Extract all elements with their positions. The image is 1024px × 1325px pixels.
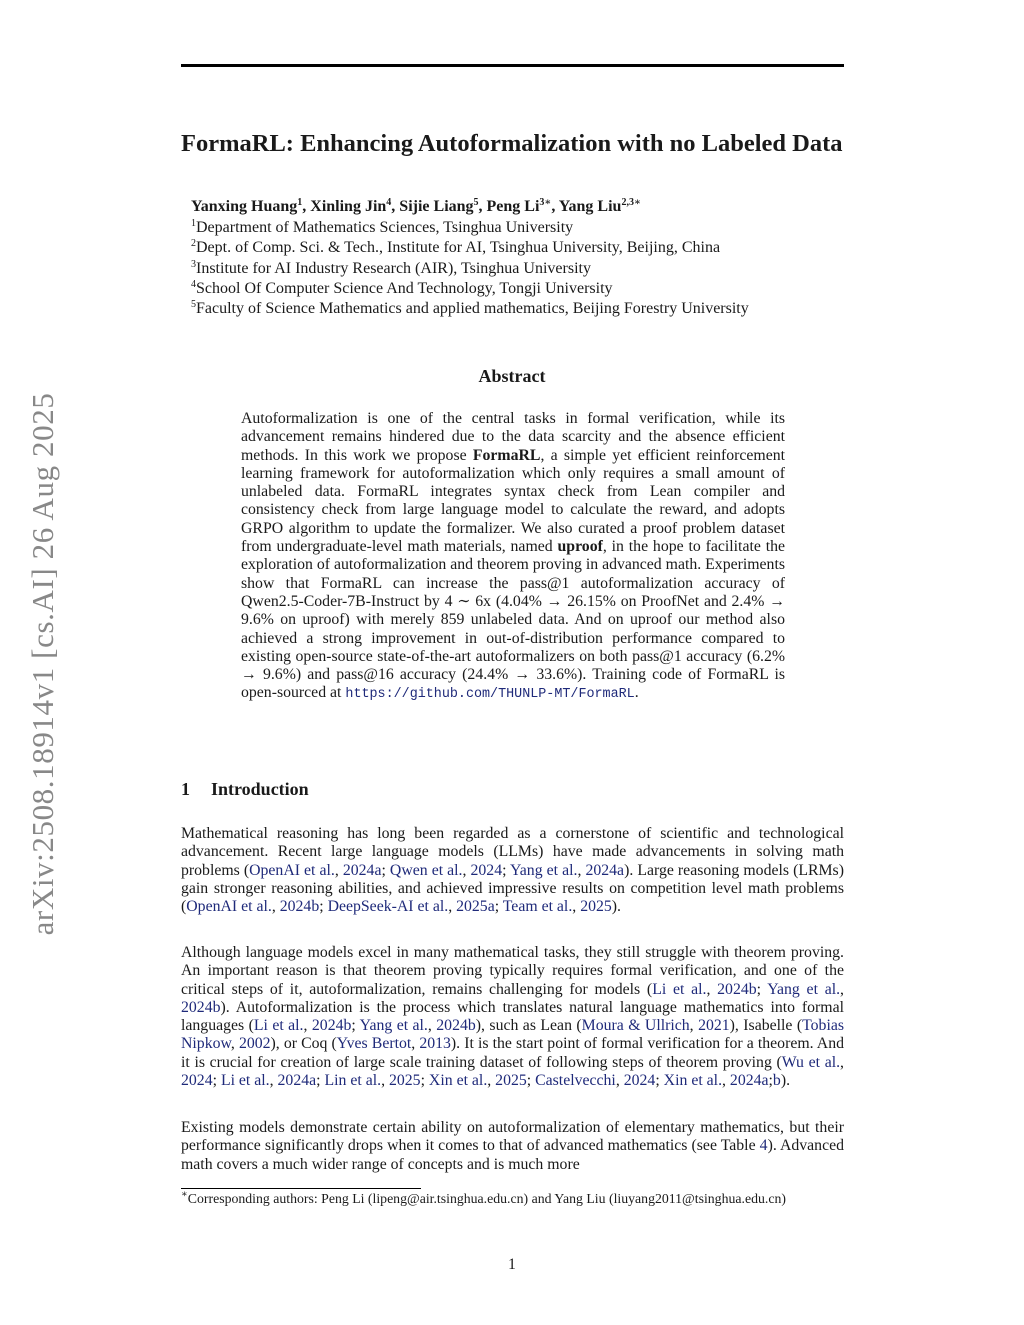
citation-separator: , <box>572 898 581 916</box>
citation-link[interactable]: Xin et al. <box>428 1072 488 1090</box>
affiliation-number: 5 <box>191 299 196 311</box>
author-name: Yang Liu <box>558 198 622 215</box>
paragraph-text: ). Advanced math covers a much wider range of concepts and is much more <box>181 1137 844 1173</box>
citation-separator: , <box>577 861 586 879</box>
top-rule <box>181 64 844 67</box>
code-url-link[interactable]: https://github.com/THUNLP-MT/FormaRL <box>345 687 635 703</box>
citation-link[interactable]: Lin et al. <box>324 1072 382 1090</box>
arxiv-identifier: arXiv:2508.18914v1 [cs.AI] 26 Aug 2025 <box>25 392 60 936</box>
citation-separator: , <box>840 980 844 998</box>
affiliation-number: 4 <box>191 278 196 290</box>
citation-separator: ; <box>420 1072 429 1090</box>
author-affil-mark: 5 <box>473 197 479 208</box>
citation-link[interactable]: 2024b <box>279 898 320 916</box>
citation-link[interactable]: 2024b <box>311 1017 352 1035</box>
citation-separator: ; <box>655 1072 664 1090</box>
citation-separator: , <box>271 898 280 916</box>
affiliation <box>191 218 749 238</box>
intro-paragraph-1 <box>181 825 844 916</box>
citation-separator: ; <box>768 1072 773 1090</box>
footnote <box>181 1191 844 1208</box>
citation-link[interactable]: Li et al. <box>253 1017 304 1035</box>
citation-link[interactable]: 2024b <box>436 1017 476 1035</box>
author-list: Yanxing Huang$^1$, Xinling Jin$^4$, Sijie Liang$^5$, Peng $Li^{3∗}$, Yang Liu$^{2,3∗}$ <box>191 197 641 215</box>
citation-separator: , <box>427 1017 437 1035</box>
author-affil-mark: 4 <box>386 197 392 208</box>
citation-separator: ; <box>319 898 328 916</box>
footnote-text: Corresponding authors: Peng Li (lipeng@air.tsinghua.edu.cn) and Yang Liu (liuyang2011@tsinghua.edu.cn) <box>187 1191 786 1206</box>
affiliation-number: 1 <box>191 218 196 229</box>
citation-link[interactable]: 2024 <box>181 1072 213 1090</box>
paragraph-text: Existing models demonstrate certain ability on autoformalization of elementary mathematics, but their performance significantly drops when it comes to that of advanced mathematics (see Table <box>181 1119 844 1155</box>
citation-separator: ; <box>351 1017 360 1035</box>
intro-paragraph-2 <box>181 944 844 1090</box>
affiliation <box>191 238 749 258</box>
footnote-mark: ∗ <box>181 1189 188 1200</box>
citation-link[interactable]: 2025 <box>388 1072 421 1090</box>
affiliation-list <box>191 218 749 319</box>
citation-link[interactable]: Xin et al. <box>663 1072 723 1090</box>
citation-separator: , <box>615 1072 624 1090</box>
citation-link[interactable]: 2025 <box>495 1072 527 1090</box>
citation-link[interactable]: Yves Bertot <box>336 1035 412 1053</box>
affiliation-text: School Of Computer Science And Technology, Tongji University <box>196 279 613 297</box>
citation-link[interactable]: 2024a <box>729 1072 769 1090</box>
abstract-text: Autoformalization is one of the central tasks in formal verification, while its advancement remains hindered due to the data scarcity and the absence efficient methods. In this work we propose <box>241 410 785 464</box>
citation-link[interactable]: Wu et al. <box>781 1053 841 1071</box>
citation-link[interactable]: b <box>772 1072 781 1090</box>
paragraph-text: ), Isabelle ( <box>729 1017 803 1035</box>
section-title: Introduction <box>211 779 309 799</box>
citation-separator: , <box>411 1035 420 1053</box>
author-name: Yanxing Huang <box>191 198 298 215</box>
abstract-text: , a simple yet efficient reinforcement learning framework for autoformalization which only requires a small amount of unlabeled data. FormaRL integrates syntax check from Lean compiler and consistency check from large language model to calculate the reward, and adopts GRPO algorithm to update the formalizer. We also curated a proof problem dataset from undergraduate-level math materials, named <box>241 446 785 556</box>
citation-link[interactable]: 2024a <box>277 1072 317 1090</box>
citation-separator: , <box>448 898 457 916</box>
citation-link[interactable]: 2024 <box>470 861 503 879</box>
affiliation-text: Dept. of Comp. Sci. & Tech., Institute for AI, Tsinghua University, Beijing, China <box>196 239 721 257</box>
paragraph-text: Although language models excel in many mathematical tasks, they still struggle with theorem proving. An important reason is that theorem proving typically requires formal verification, and one of the critical steps of it, autoformalization, remains challenging for models ( <box>181 944 844 998</box>
author-name: Peng Li <box>486 198 540 215</box>
affiliation <box>191 279 749 299</box>
arxiv-sidebar <box>0 0 60 936</box>
affiliation-number: 3 <box>191 258 196 270</box>
citation-separator: , <box>487 1072 496 1090</box>
citation-separator: , <box>689 1017 699 1035</box>
citation-link[interactable]: Yang et al. <box>767 980 841 998</box>
citation-link[interactable]: 2024 <box>623 1072 656 1090</box>
citation-link[interactable]: 2024a <box>342 861 382 879</box>
paragraph-text: ). <box>611 898 621 916</box>
citation-link[interactable]: Qwen et al. <box>389 861 463 879</box>
citation-link[interactable]: OpenAI et al. <box>186 898 272 916</box>
table-ref-link[interactable]: 4 <box>759 1137 768 1155</box>
author-name: Xinling Jin <box>310 198 387 215</box>
citation-link[interactable]: OpenAI et al. <box>249 861 335 879</box>
citation-separator: ; <box>212 1072 221 1090</box>
paper-title: FormaRL: Enhancing Autoformalization with no Labeled Data <box>181 130 843 157</box>
intro-paragraph-3 <box>181 1119 844 1174</box>
citation-separator: , <box>334 861 343 879</box>
affiliation <box>191 299 749 319</box>
citation-separator: ; <box>381 861 390 879</box>
author-affil-mark: 1 <box>297 197 303 208</box>
citation-link[interactable]: Li et al. <box>652 980 707 998</box>
paragraph-text: ), such as Lean ( <box>475 1017 582 1035</box>
paragraph-text: Mathematical reasoning has long been regarded as a cornerstone of scientific and technological advancement. Recent large language models (LLMs) have made advancements in solving math problems ( <box>181 825 844 879</box>
author-affil-mark: 2,3∗ <box>621 197 641 208</box>
citation-link[interactable]: Castelvecchi <box>535 1072 616 1090</box>
section-heading <box>181 779 309 800</box>
citation-link[interactable]: Tobias Nipkow <box>181 1017 845 1053</box>
citation-separator: ; <box>494 898 503 916</box>
citation-link[interactable]: DeepSeek-AI et al. <box>327 898 449 916</box>
affiliation-text: Institute for AI Industry Research (AIR), Tsinghua University <box>196 259 591 277</box>
citation-link[interactable]: Yang et al. <box>359 1017 428 1035</box>
abstract-heading: Abstract <box>478 366 546 386</box>
citation-link[interactable]: 2024b <box>181 998 221 1016</box>
citation-separator: ; <box>526 1072 536 1090</box>
citation-link[interactable]: 2024a <box>585 861 625 879</box>
page-number: 1 <box>508 1256 516 1273</box>
citation-separator: , <box>303 1017 312 1035</box>
citation-link[interactable]: Moura & Ullrich <box>581 1017 690 1035</box>
citation-link[interactable]: 2024b <box>717 980 757 998</box>
method-name: FormaRL <box>472 446 541 464</box>
section-number: 1 <box>181 779 190 799</box>
citation-link[interactable]: Li et al. <box>220 1072 270 1090</box>
citation-separator: , <box>840 1053 844 1071</box>
citation-separator: , <box>381 1072 389 1090</box>
abstract-body <box>241 410 785 705</box>
author-name: Sijie Liang <box>399 198 474 215</box>
citation-link[interactable]: 2025a <box>456 898 495 916</box>
citation-separator: , <box>462 861 471 879</box>
affiliation-text: Faculty of Science Mathematics and applied mathematics, Beijing Forestry University <box>196 300 749 318</box>
citation-link[interactable]: 2013 <box>419 1035 451 1053</box>
abstract-text: , in the hope to facilitate the exploration of autoformalization and theorem proving in advanced math. Experiments show that FormaRL can increase the pass@1 autoformalization accuracy of Qwen2.5-Coder-7B-Instruct by 4 ∼ 6x (4.04% → 26.15% on ProofNet and 2.4% → 9.6% on uproof) with merely 859 unlabeled data. And on uproof our method also achieved a strong improvement in out-of-distribution performance compared to existing open-source state-of-the-art autoformalizers on both pass@1 accuracy (6.2% → 9.6%) and pass@16 accuracy (24.4% → 33.6%). Training code of FormaRL is open-sourced at <box>241 538 786 702</box>
affiliation-text: Department of Mathematics Sciences, Tsinghua University <box>196 219 574 236</box>
abstract-text: . <box>634 684 639 702</box>
paragraph-text: ), or Coq ( <box>270 1035 337 1053</box>
citation-link[interactable]: Yang et al. <box>509 861 578 879</box>
paragraph-text: ). <box>780 1072 791 1090</box>
paragraph-text: ). It is the start point of formal verification for a theorem. And it is crucial for creation of large scale training dataset of following steps of theorem proving ( <box>181 1035 845 1071</box>
citation-link[interactable]: 2002 <box>238 1035 271 1053</box>
author-affil-mark: 3∗ <box>539 197 552 208</box>
citation-separator: ; <box>502 861 510 879</box>
citation-separator: , <box>722 1072 730 1090</box>
footnote-rule <box>181 1188 421 1189</box>
citation-link[interactable]: 2021 <box>698 1017 730 1035</box>
affiliation-number: 2 <box>191 238 196 250</box>
citation-separator: ; <box>316 1072 325 1090</box>
citation-separator: ; <box>756 980 768 998</box>
citation-separator: , <box>269 1072 278 1090</box>
dataset-name: uproof <box>557 538 603 556</box>
citation-link[interactable]: Team et al. <box>502 898 573 916</box>
paragraph-text: ). Large reasoning models (LRMs) gain stronger reasoning abilities, and achieved impressive results on competition level math problems ( <box>181 861 844 916</box>
citation-separator: , <box>230 1035 239 1053</box>
citation-link[interactable]: 2025 <box>580 898 612 916</box>
paragraph-text: ). Autoformalization is the process which translates natural language mathematics into formal languages ( <box>181 998 844 1035</box>
citation-separator: , <box>706 980 718 998</box>
affiliation <box>191 259 749 279</box>
